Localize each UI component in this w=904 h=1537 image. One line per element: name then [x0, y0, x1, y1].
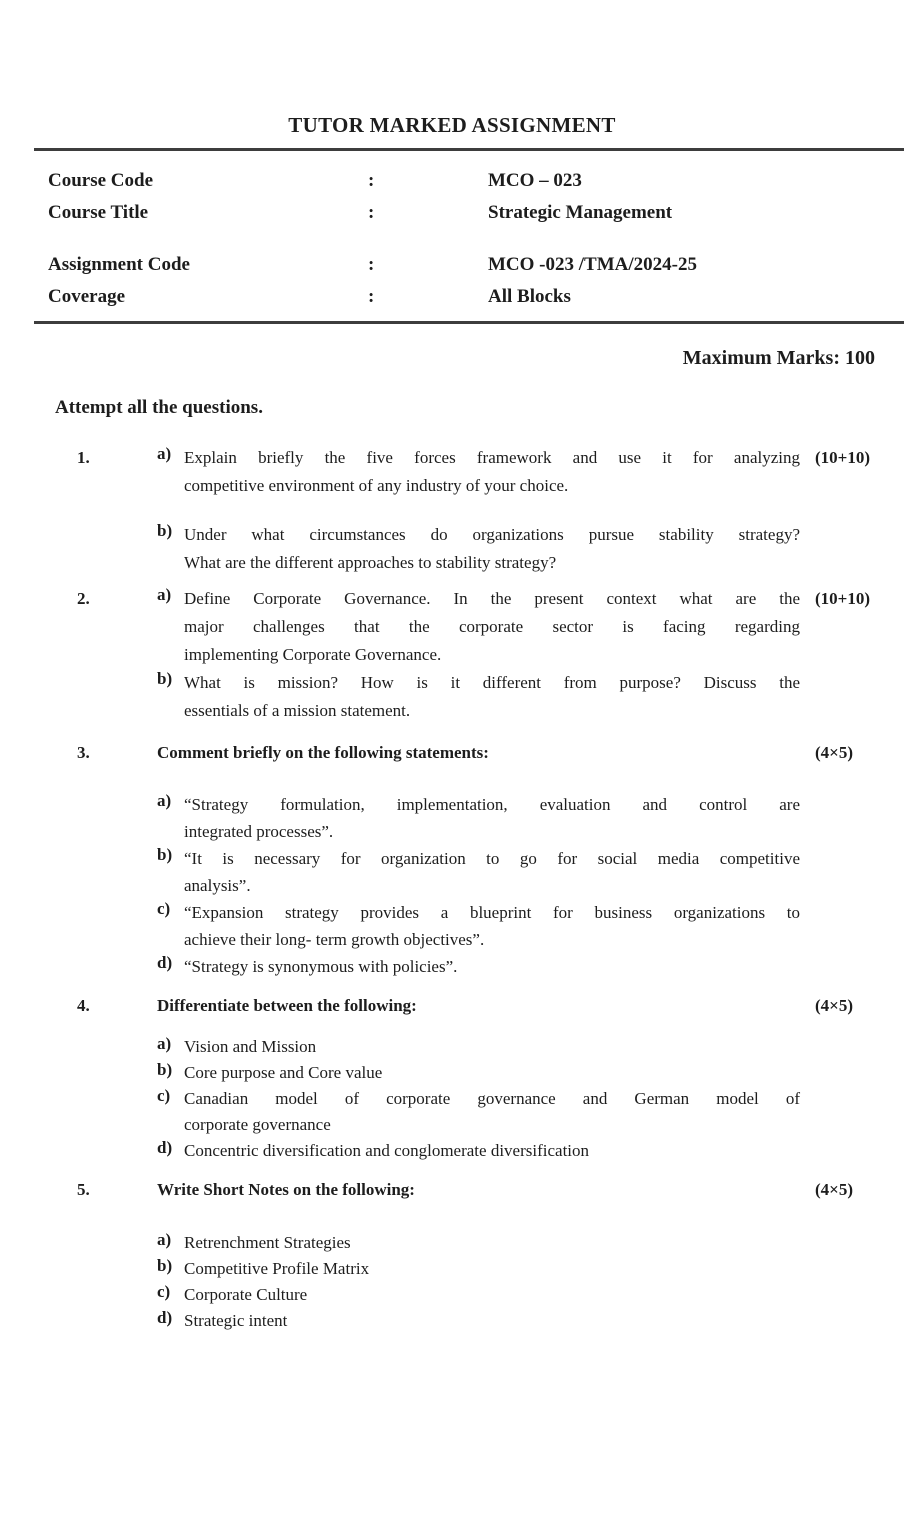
part-line: integrated processes”. — [184, 822, 334, 841]
max-marks: Maximum Marks: 100 — [682, 347, 875, 369]
header-row-coverage — [48, 281, 904, 313]
question-block-3 — [0, 739, 904, 980]
question-marks: (4×5) — [815, 743, 854, 762]
part-line: achieve their long- term growth objectives”. — [184, 930, 485, 949]
header-colon: : — [368, 202, 375, 223]
part-line: Canadian model of corporate governance and German model of — [184, 1089, 800, 1108]
part-line: competitive environment of any industry of your choice. — [184, 476, 569, 495]
question-part — [157, 1230, 800, 1256]
question-marks: (4×5) — [815, 996, 854, 1015]
question-body — [157, 444, 800, 577]
question-number: 1. — [77, 448, 90, 467]
question-part — [157, 1256, 800, 1282]
part-line: Retrenchment Strategies — [184, 1233, 351, 1252]
question-heading: Comment briefly on the following statements: — [157, 743, 489, 762]
question-part — [157, 791, 800, 845]
question-block-2 — [0, 585, 904, 725]
part-label: b) — [157, 521, 173, 540]
question-number: 3. — [77, 743, 90, 762]
part-label: c) — [157, 1086, 171, 1105]
question-marks: (4×5) — [815, 1180, 854, 1199]
question-marks: (10+10) — [815, 448, 871, 467]
question-heading: Write Short Notes on the following: — [157, 1180, 415, 1199]
question-part — [157, 845, 800, 899]
part-label: c) — [157, 899, 171, 918]
question-part — [157, 953, 800, 980]
question-part — [157, 899, 800, 953]
header-value: MCO -023 /TMA/2024-25 — [488, 254, 697, 275]
question-body — [157, 992, 800, 1164]
header-label: Coverage — [48, 286, 126, 307]
question-number: 4. — [77, 996, 90, 1015]
header-colon: : — [368, 286, 375, 307]
question-body — [157, 585, 800, 725]
question-part — [157, 444, 800, 500]
part-line: Corporate Culture — [184, 1285, 308, 1304]
question-body — [157, 1176, 800, 1334]
part-line: “Strategy is synonymous with policies”. — [184, 957, 458, 976]
part-line: Competitive Profile Matrix — [184, 1259, 370, 1278]
header-row-course-title — [48, 197, 904, 229]
part-label: a) — [157, 585, 172, 604]
part-label: b) — [157, 845, 173, 864]
question-part — [157, 1034, 800, 1060]
question-body — [157, 739, 800, 980]
header-rule-top — [34, 148, 904, 151]
part-label: b) — [157, 669, 173, 688]
header-row-assignment-code — [48, 249, 904, 281]
question-number: 5. — [77, 1180, 90, 1199]
part-line: Under what circumstances do organizations pursue stability strategy? — [184, 525, 800, 544]
question-block-5 — [0, 1176, 904, 1334]
part-line: What is mission? How is it different from purpose? Discuss the — [184, 673, 800, 692]
question-part — [157, 1060, 800, 1086]
part-line: Strategic intent — [184, 1311, 288, 1330]
question-number: 2. — [77, 589, 90, 608]
part-line: Vision and Mission — [184, 1037, 317, 1056]
assignment-title: TUTOR MARKED ASSIGNMENT — [288, 113, 616, 137]
question-marks: (10+10) — [815, 589, 871, 608]
part-line: corporate governance — [184, 1115, 331, 1134]
header-colon: : — [368, 170, 375, 191]
part-line: “Expansion strategy provides a blueprint for business organizations to — [184, 903, 800, 922]
part-label: a) — [157, 791, 172, 810]
part-line: implementing Corporate Governance. — [184, 645, 442, 664]
header-label: Course Title — [48, 202, 149, 223]
part-line: What are the different approaches to stability strategy? — [184, 553, 557, 572]
part-label: b) — [157, 1256, 173, 1275]
attempt-note: Attempt all the questions. — [55, 397, 263, 418]
part-line: major challenges that the corporate sector is facing regarding — [184, 617, 800, 636]
part-line: Explain briefly the five forces framework and use it for analyzing — [184, 448, 800, 467]
part-label: d) — [157, 1138, 173, 1157]
header-label: Course Code — [48, 170, 154, 191]
header-value: MCO – 023 — [488, 170, 582, 191]
part-label: a) — [157, 444, 172, 463]
question-part — [157, 1282, 800, 1308]
header-label: Assignment Code — [48, 254, 190, 275]
part-line: Define Corporate Governance. In the present context what are the — [184, 589, 800, 608]
part-label: b) — [157, 1060, 173, 1079]
part-line: Core purpose and Core value — [184, 1063, 383, 1082]
part-line: Concentric diversification and conglomerate diversification — [184, 1141, 590, 1160]
question-part — [157, 1308, 800, 1334]
part-label: d) — [157, 953, 173, 972]
part-label: a) — [157, 1230, 172, 1249]
header-table — [0, 165, 904, 313]
part-label: c) — [157, 1282, 171, 1301]
question-part — [157, 1138, 800, 1164]
part-line: analysis”. — [184, 876, 251, 895]
question-part — [157, 1086, 800, 1138]
part-line: “It is necessary for organization to go for social media competitive — [184, 849, 800, 868]
header-rule-bottom — [34, 321, 904, 324]
question-heading: Differentiate between the following: — [157, 996, 417, 1015]
header-colon: : — [368, 254, 375, 275]
question-block-4 — [0, 992, 904, 1164]
part-label: d) — [157, 1308, 173, 1327]
header-row-course-code — [48, 165, 904, 197]
part-label: a) — [157, 1034, 172, 1053]
question-part — [157, 669, 800, 725]
question-part — [157, 521, 800, 577]
question-block-1 — [0, 444, 904, 577]
question-part — [157, 585, 800, 669]
part-line: “Strategy formulation, implementation, evaluation and control are — [184, 795, 800, 814]
part-line: essentials of a mission statement. — [184, 701, 411, 720]
header-value: Strategic Management — [488, 202, 673, 223]
header-value: All Blocks — [488, 286, 571, 307]
